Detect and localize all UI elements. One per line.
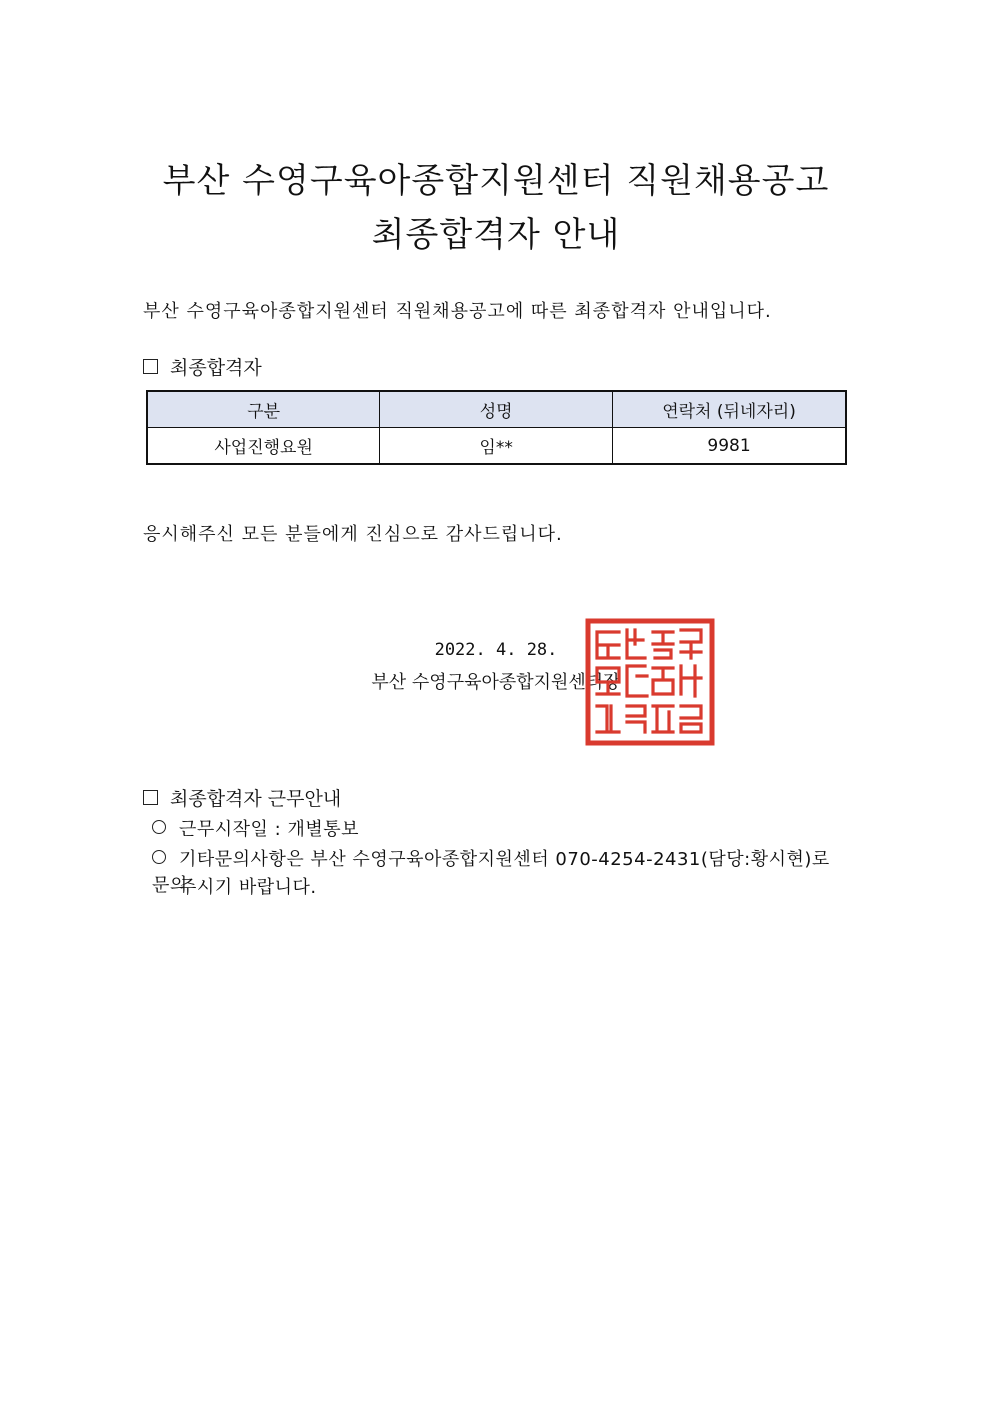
cell-contact: 9981	[613, 428, 846, 465]
list-item	[152, 815, 359, 841]
column-header-contact: 연락처 (뒤네자리)	[613, 391, 846, 428]
column-header-name: 성명	[380, 391, 613, 428]
section-heading-finalists	[143, 353, 262, 380]
finalists-table	[146, 390, 847, 465]
table-row	[147, 428, 846, 465]
circle-bullet-icon	[152, 850, 166, 864]
intro-text: 부산 수영구육아종합지원센터 직원채용공고에 따른 최종합격자 안내입니다.	[143, 301, 772, 322]
thanks-text: 응시해주신 모든 분들에게 진심으로 감사드립니다.	[143, 524, 563, 545]
checkbox-square-icon	[143, 359, 158, 374]
document-subtitle: 최종합격자 안내	[371, 215, 621, 255]
official-seal-icon	[585, 618, 715, 746]
list-item-text: 기타문의사항은 부산 수영구육아종합지원센터 070-4254-2431(담당:황시현)로 문의	[152, 849, 830, 896]
cell-name: 임**	[380, 428, 613, 465]
issuer-name: 부산 수영구육아종합지원센터장	[371, 672, 621, 693]
document-title: 부산 수영구육아종합지원센터 직원채용공고	[162, 161, 830, 201]
issue-date: 2022. 4. 28.	[434, 640, 558, 660]
cell-category: 사업진행요원	[147, 428, 380, 465]
column-header-category: 구분	[147, 391, 380, 428]
checkbox-square-icon	[143, 790, 158, 805]
list-item-text: 근무시작일 : 개별통보	[179, 819, 359, 840]
section-heading-label: 최종합격자	[170, 357, 262, 379]
table-header-row	[147, 391, 846, 428]
section-heading-label: 최종합격자 근무안내	[170, 788, 342, 810]
circle-bullet-icon	[152, 820, 166, 834]
list-item-continuation: 주시기 바랍니다.	[179, 877, 317, 898]
section-heading-work-info	[143, 784, 341, 811]
